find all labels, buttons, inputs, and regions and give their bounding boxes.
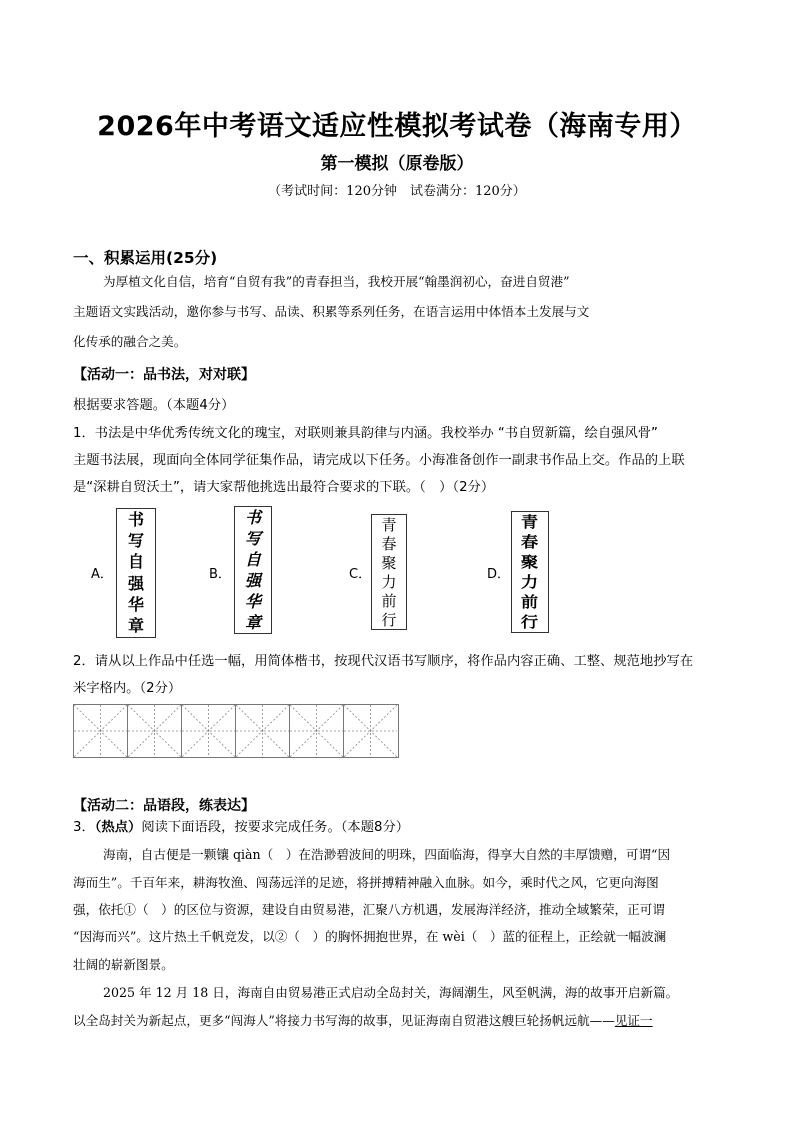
- scroll-char: 写: [127, 530, 144, 550]
- intro-line: 为厚植文化自信，培育“自贸有我”的青春担当，我校开展“翰墨润初心，奋进自贸港”: [103, 274, 570, 289]
- mizige-grid[interactable]: [73, 704, 399, 758]
- question-line: [73, 816, 409, 835]
- scroll-char: 力: [381, 572, 397, 591]
- scroll-char: 前: [521, 593, 539, 611]
- mizige-cell[interactable]: [182, 705, 236, 757]
- scroll-char: 春: [521, 533, 539, 551]
- section-heading: 一、积累运用(25分): [73, 249, 218, 267]
- scroll-char: 书: [244, 507, 261, 527]
- intro-line: 主题语文实践活动，邀你参与书写、品读、积累等系列任务，在语言运用中体悟本土发展与文: [73, 304, 590, 319]
- mizige-cell[interactable]: [344, 705, 398, 757]
- passage-line: 壮阔的崭新图景。: [73, 957, 174, 972]
- passage-line: 强，依托①（ ）的区位与资源，建设自由贸易港，汇聚八方机遇，发展海洋经济，推动全域繁荣，正可谓: [73, 902, 665, 917]
- mizige-cell[interactable]: [128, 705, 182, 757]
- page-subtitle: 第一模拟（原卷版）: [320, 154, 474, 174]
- option-d-scroll[interactable]: [511, 511, 549, 633]
- option-b-label[interactable]: B．: [209, 567, 231, 582]
- option-a-scroll[interactable]: [116, 508, 156, 638]
- option-c-label[interactable]: C．: [349, 567, 372, 582]
- scroll-char: 聚: [521, 553, 539, 571]
- intro-line: 化传承的融合之美。: [73, 334, 187, 349]
- question-number: 3．: [73, 820, 95, 835]
- passage-line: 2025 年 12 月 18 日，海南自由贸易港正式启动全岛封关，海阔潮生，风至帆满，海的故事开启新篇。: [103, 985, 679, 1000]
- option-a-label[interactable]: A．: [91, 567, 113, 582]
- mizige-cell[interactable]: [74, 705, 128, 757]
- scroll-char: 华: [244, 591, 261, 611]
- scroll-char: 强: [127, 573, 144, 593]
- scroll-char: 书: [127, 509, 144, 529]
- page-title: 2026年中考语文适应性模拟考试卷（海南专用）: [97, 111, 697, 142]
- instruction-text: 根据要求答题。（本题4分）: [73, 398, 235, 413]
- question-line: 1．书法是中华优秀传统文化的瑰宝，对联则兼具韵律与内涵。我校举办 “书自贸新篇，绘自强风骨”: [73, 426, 658, 441]
- mizige-cell[interactable]: [236, 705, 290, 757]
- activity-heading: 【活动一：品书法，对对联】: [73, 367, 255, 383]
- scroll-char: 青: [381, 515, 397, 534]
- scroll-char: 前: [381, 591, 397, 610]
- scroll-char: 聚: [381, 553, 397, 572]
- scroll-char: 强: [244, 570, 261, 590]
- scroll-char: 章: [127, 616, 144, 636]
- passage-line: 海而生”。千百年来，耕海牧渔、闯荡远洋的足迹，将拼搏精神融入血脉。如今，乘时代之风，它更向海图: [73, 875, 659, 890]
- passage-line: 海南，自古便是一颗镶 qiàn（ ）在浩渺碧波间的明珠，四面临海，得享大自然的丰厚馈赠，可谓“因: [103, 847, 671, 862]
- scroll-char: 自: [127, 552, 144, 572]
- scroll-char: 华: [127, 594, 144, 614]
- question-line: 是“深耕自贸沃土”，请大家帮他挑选出最符合要求的下联。（ ）（2分）: [73, 480, 495, 495]
- option-d-label[interactable]: D．: [487, 567, 511, 582]
- question-line: 主题书法展，现面向全体同学征集作品，请完成以下任务。小海准备创作一副隶书作品上交。作品的上联: [73, 453, 685, 468]
- passage-line: “因海而兴”。这片热土千帆竞发，以②（ ）的胸怀拥抱世界，在 wèi（ ）蓝的征程上，正绘就一幅波澜: [73, 929, 667, 944]
- exam-info: （考试时间：120分钟 试卷满分：120分）: [268, 184, 526, 199]
- scroll-char: 自: [244, 549, 261, 569]
- scroll-char: 章: [244, 612, 261, 632]
- mizige-cell[interactable]: [290, 705, 344, 757]
- scroll-char: 行: [521, 613, 539, 631]
- passage-text: 以全岛封关为新起点，更多“闯海人”将接力书写海的故事，见证海南自贸港这艘巨轮扬帆远航——: [73, 1013, 615, 1028]
- option-c-scroll[interactable]: [371, 514, 407, 630]
- passage-line: [73, 1010, 653, 1029]
- question-text: 阅读下面语段，按要求完成任务。（本题8分）: [141, 820, 410, 835]
- underlined-text: 见证一: [614, 1013, 653, 1028]
- scroll-char: 力: [521, 573, 539, 591]
- scroll-char: 写: [244, 528, 261, 548]
- question-line: 米字格内。（2分）: [73, 681, 182, 696]
- scroll-char: 青: [521, 513, 539, 531]
- scroll-char: 行: [381, 610, 397, 629]
- activity-heading: 【活动二：品语段，练表达】: [73, 798, 255, 814]
- scroll-char: 春: [381, 534, 397, 553]
- option-b-scroll[interactable]: [234, 506, 272, 634]
- hot-tag: （热点）: [94, 820, 142, 835]
- question-line: 2．请从以上作品中任选一幅，用简体楷书，按现代汉语书写顺序，将作品内容正确、工整、规范地抄写在: [73, 654, 694, 669]
